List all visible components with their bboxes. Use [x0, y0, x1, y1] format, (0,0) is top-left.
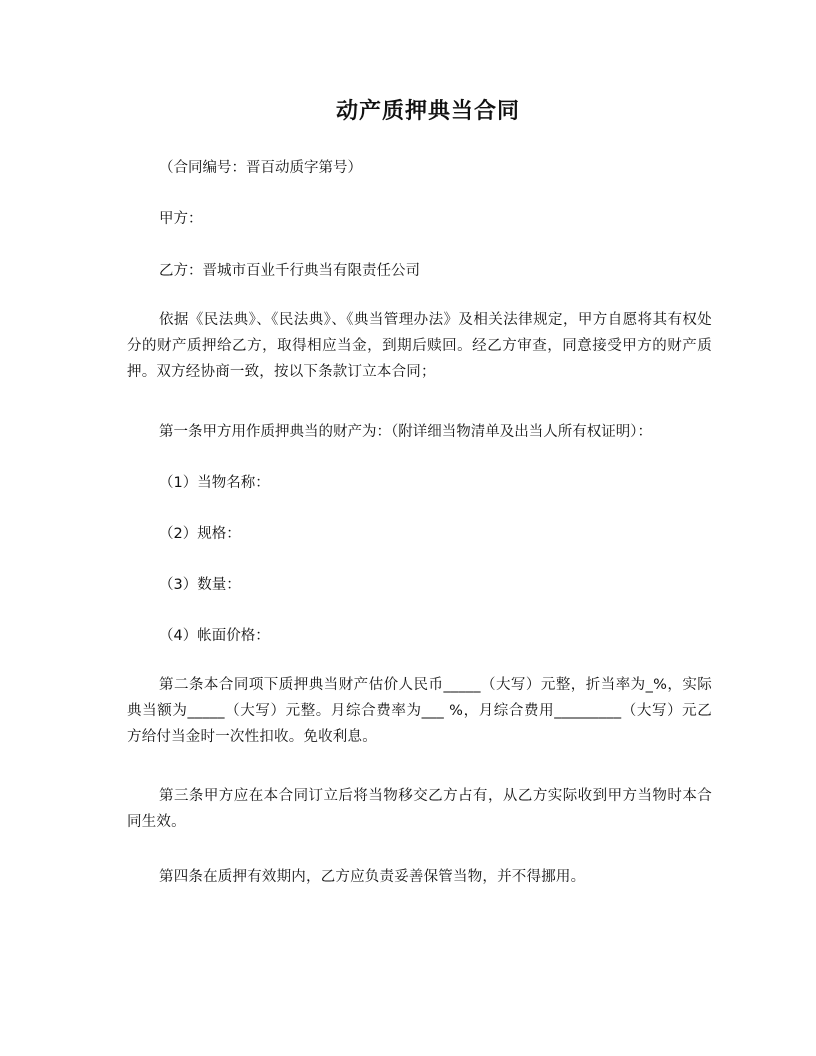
article-3: 第三条甲方应在本合同订立后将当物移交乙方占有，从乙方实际收到甲方当物时本合同生效。 [127, 788, 712, 830]
party-a: 甲方： [159, 211, 203, 227]
item-book-value: （4）帐面价格： [159, 628, 270, 644]
item-name: （1）当物名称： [159, 475, 270, 491]
article-1: 第一条甲方用作质押典当的财产为：（附详细当物清单及出当人所有权证明）： [159, 424, 652, 440]
party-b: 乙方：晋城市百业千行典当有限责任公司 [159, 263, 420, 279]
page-title: 动产质押典当合同 [335, 99, 520, 124]
article-4: 第四条在质押有效期内，乙方应负责妥善保管当物，并不得挪用。 [159, 869, 586, 885]
article-2: 第二条本合同项下质押典当财产估价人民币_____（大写）元整，折当率为_%，实际典当额为_____（大写）元整。月综合费率为___ %，月综合费用_________（大写）元乙方给付当金时一次性扣收。免收利息。 [127, 677, 712, 745]
contract-number: （合同编号：晋百动质字第号） [159, 160, 362, 176]
preamble-paragraph: 依据《民法典》、《民法典》、《典当管理办法》及相关法律规定，甲方自愿将其有权处分的财产质押给乙方，取得相应当金，到期后赎回。经乙方审查，同意接受甲方的财产质押。双方经协商一致，按以下条款订立本合同； [127, 312, 712, 380]
item-spec: （2）规格： [159, 526, 241, 542]
item-quantity: （3）数量： [159, 577, 241, 593]
